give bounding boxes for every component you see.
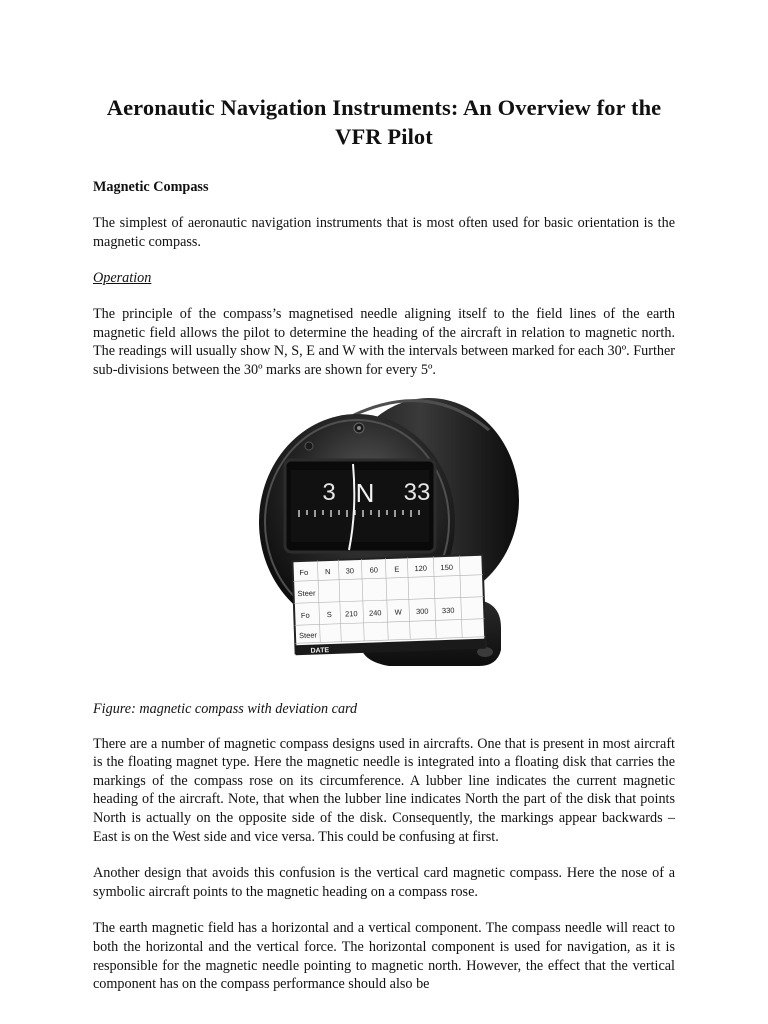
card-r3-c3: 210: [344, 608, 358, 619]
compass-numeral-left: 3: [322, 478, 336, 506]
compass-numeral-right: 33: [403, 478, 431, 506]
card-r1-c7: 150: [440, 562, 454, 572]
section-heading: Magnetic Compass: [93, 179, 209, 195]
compass-figure: [93, 390, 675, 690]
card-r1-c4: 60: [369, 564, 379, 575]
card-r1-c5: E: [394, 564, 400, 574]
card-r1-c2: N: [324, 566, 331, 576]
document-title: Aeronautic Navigation Instruments: An Overview for the VFR Pilot: [106, 95, 662, 149]
components-paragraph: The earth magnetic field has a horizontal and a vertical component. The compass needle will react to both the horizontal and the vertical force. The horizontal component is used for navigation, as it is responsible for the magnetic needle pointing to magnetic north. However, the effect that the vertical component has on the compass performance should also be: [93, 920, 675, 993]
card-r3-c1: Fo: [300, 610, 310, 620]
operation-subheading: Operation: [93, 270, 152, 287]
compass-letter-n: N: [355, 477, 375, 508]
card-r3-c2: S: [326, 609, 332, 619]
card-r1-c6: 120: [414, 563, 428, 573]
card-r1-c1: Fo: [299, 567, 309, 577]
card-r3-c6: 300: [415, 606, 429, 616]
vertical-card-paragraph: Another design that avoids this confusion is the vertical card magnetic compass. Here the nose of a symbolic aircraft points to the magnetic heading on a compass rose.: [93, 865, 675, 900]
card-r3-c7: 330: [441, 605, 455, 615]
card-r4-c1: Steer: [298, 630, 318, 640]
deviation-card: [292, 554, 485, 655]
card-r2-c1: Steer: [297, 588, 316, 598]
designs-paragraph: There are a number of magnetic compass designs used in aircrafts. One that is present in most aircraft is the floating magnet type. Here the magnetic needle is integrated into a floating disk that carries the markings of the compass rose on its circumference. A lubber line indicates the current magnetic heading of the aircraft. Note, that when the lubber line indicates North the part of the disk that points North is actually on the opposite side of the disk. Consequently, the markings appear backwards – East is on the West side and vice versa. This could be confusing at first.: [93, 735, 675, 845]
operation-paragraph: The principle of the compass’s magnetised needle aligning itself to the field lines of the earth magnetic field allows the pilot to determine the heading of the aircraft in relation to magnetic north. The readings will usually show N, S, E and W with the intervals between marked for each 30º. Further sub-divisions between the 30º marks are shown for every 5º.: [93, 306, 675, 378]
figure-caption: Figure: magnetic compass with deviation card: [93, 700, 358, 717]
intro-paragraph: The simplest of aeronautic navigation instruments that is most often used for basic orientation is the magnetic compass.: [93, 215, 675, 250]
magnetic-compass-image: [239, 390, 529, 690]
card-r1-c3: 30: [345, 565, 355, 576]
card-footer: DATE: [310, 646, 330, 655]
card-r3-c5: W: [394, 607, 402, 617]
card-r3-c4: 240: [368, 607, 382, 618]
